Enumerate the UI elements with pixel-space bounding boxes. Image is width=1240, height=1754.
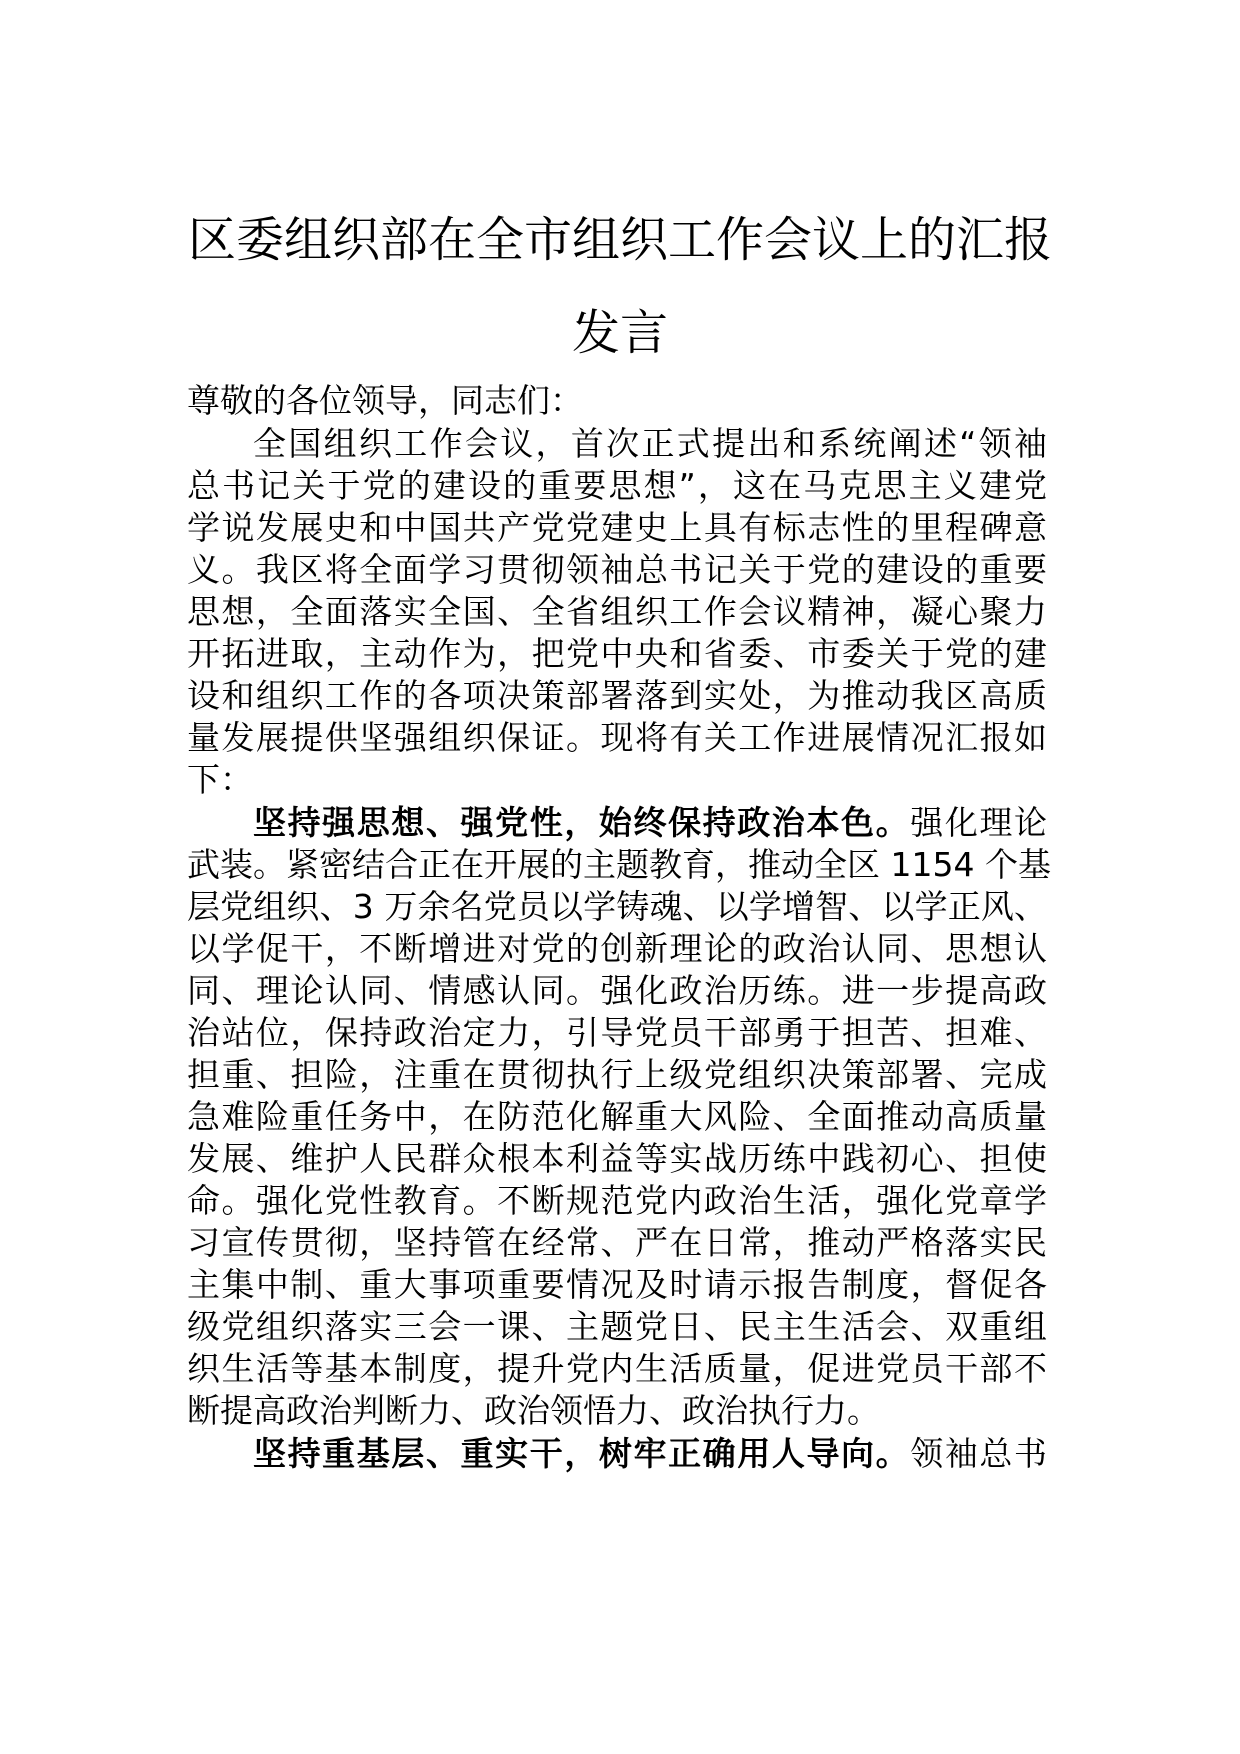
- section1-line-2: 武装。紧密结合正在开展的主题教育，推动全区 1154 个基: [187, 845, 1051, 884]
- paragraph1-line-3: 学说发展史和中国共产党党建史上具有标志性的里程碑意: [187, 508, 1047, 547]
- section1-line-8: 急难险重任务中，在防范化解重大风险、全面推动高质量: [187, 1097, 1047, 1136]
- section2-heading: 坚持重基层、重实干，树牢正确用人导向。: [253, 1434, 911, 1473]
- document-title-line-2: 发言: [571, 305, 668, 361]
- section1-line-15: 断提高政治判断力、政治领悟力、政治执行力。: [187, 1391, 880, 1430]
- section1-heading: 坚持强思想、强党性，始终保持政治本色。: [253, 803, 911, 842]
- paragraph1-line-8: 量发展提供坚强组织保证。现将有关工作进展情况汇报如: [187, 718, 1047, 757]
- paragraph1-line-9: 下：: [187, 760, 253, 799]
- document-title-line-1: 区委组织部在全市组织工作会议上的汇报: [187, 212, 1052, 268]
- section1-line-11: 习宣传贯彻，坚持管在经常、严在日常，推动严格落实民: [187, 1223, 1047, 1262]
- section1-line-7: 担重、担险，注重在贯彻执行上级党组织决策部署、完成: [187, 1055, 1047, 1094]
- section2-first-line-rest: 领袖总书: [910, 1434, 1048, 1473]
- section1-line-5: 同、理论认同、情感认同。强化政治历练。进一步提高政: [187, 971, 1047, 1010]
- section1-first-line-rest: 强化理论: [910, 803, 1048, 842]
- section1-line-9: 发展、维护人民群众根本利益等实战历练中践初心、担使: [187, 1139, 1047, 1178]
- salutation: 尊敬的各位领导，同志们：: [187, 381, 583, 420]
- paragraph1-line-4: 义。我区将全面学习贯彻领袖总书记关于党的建设的重要: [187, 550, 1047, 589]
- paragraph1-line-1: 全国组织工作会议，首次正式提出和系统阐述“领袖: [253, 424, 1047, 463]
- section1-line-4: 以学促干，不断增进对党的创新理论的政治认同、思想认: [187, 929, 1047, 968]
- section2-first-line: [253, 1434, 1047, 1474]
- section1-line-14: 织生活等基本制度，提升党内生活质量，促进党员干部不: [187, 1349, 1047, 1388]
- section1-line-10: 命。强化党性教育。不断规范党内政治生活，强化党章学: [187, 1181, 1047, 1220]
- section1-line-3: 层党组织、3 万余名党员以学铸魂、以学增智、以学正风、: [187, 887, 1047, 926]
- paragraph1-line-6: 开拓进取，主动作为，把党中央和省委、市委关于党的建: [187, 634, 1047, 673]
- section1-line-13: 级党组织落实三会一课、主题党日、民主生活会、双重组: [187, 1307, 1047, 1346]
- paragraph1-line-2: 总书记关于党的建设的重要思想”，这在马克思主义建党: [187, 466, 1047, 505]
- section1-line-12: 主集中制、重大事项重要情况及时请示报告制度，督促各: [187, 1265, 1047, 1304]
- section1-line-6: 治站位，保持政治定力，引导党员干部勇于担苦、担难、: [187, 1013, 1047, 1052]
- section1-first-line: [253, 803, 1047, 843]
- paragraph1-line-5: 思想，全面落实全国、全省组织工作会议精神，凝心聚力: [187, 592, 1047, 631]
- paragraph1-line-7: 设和组织工作的各项决策部署落到实处，为推动我区高质: [187, 676, 1047, 715]
